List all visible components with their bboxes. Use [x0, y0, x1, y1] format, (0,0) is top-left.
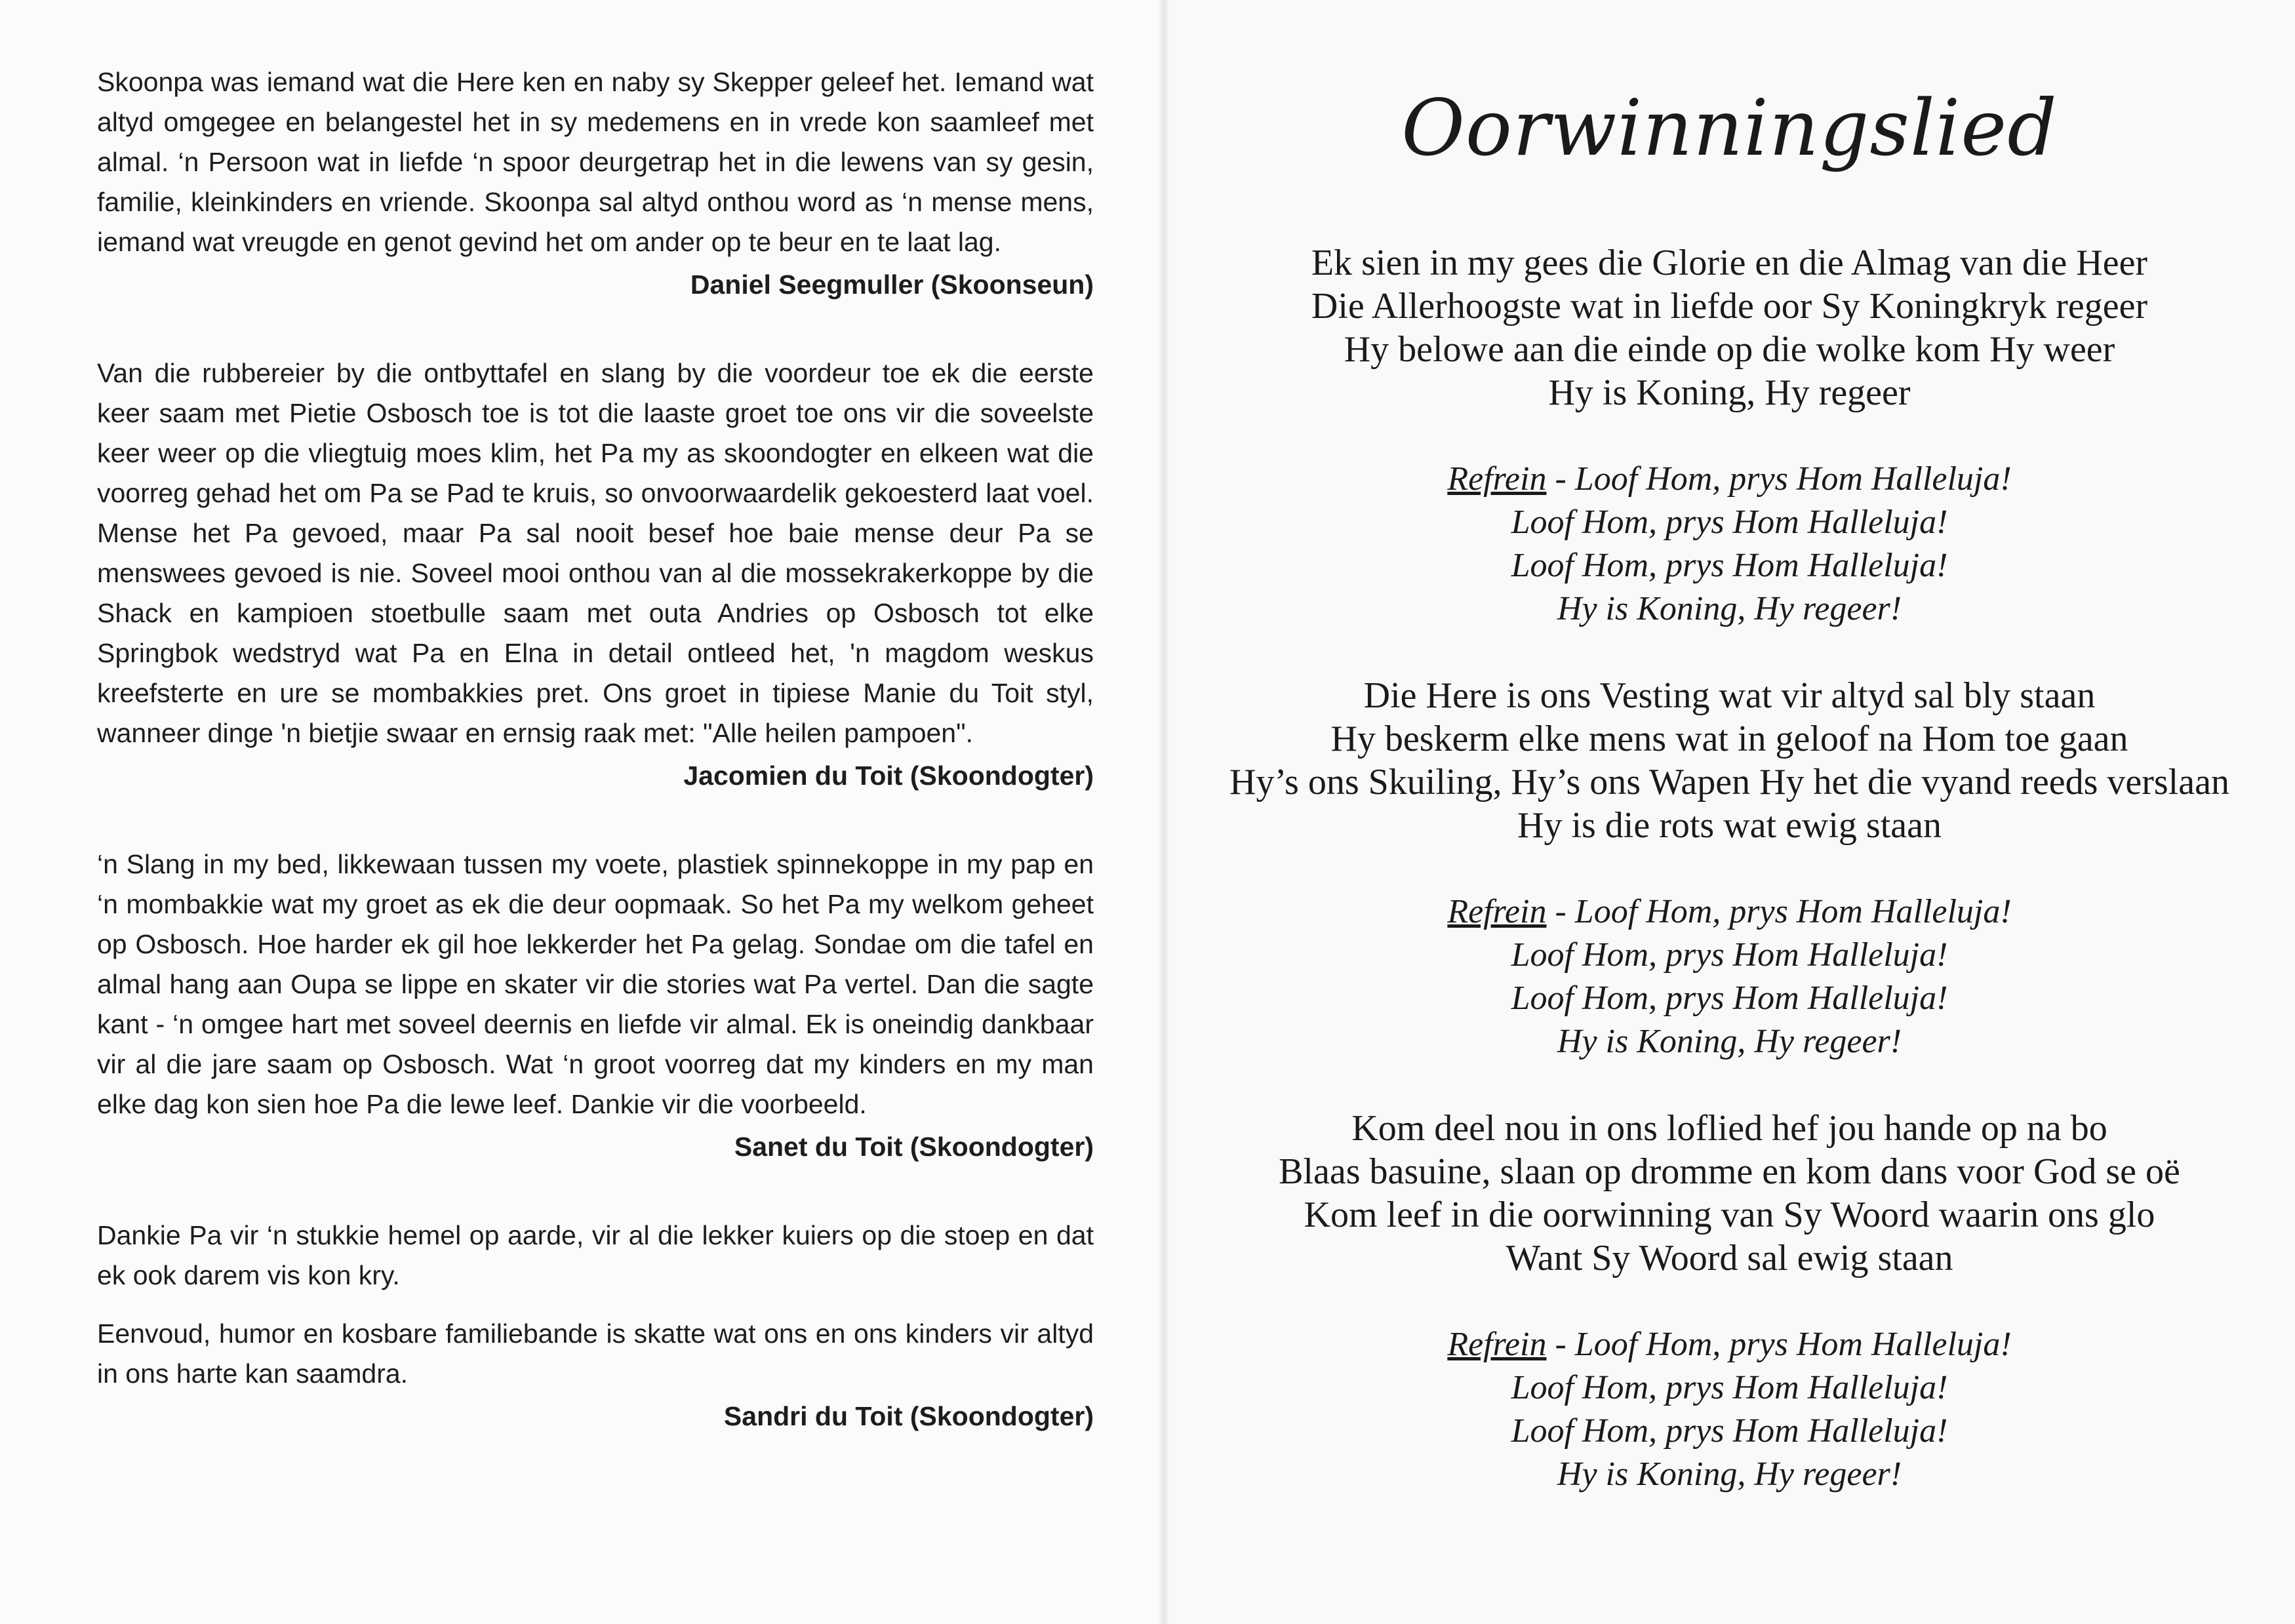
refrain-line: Hy is Koning, Hy regeer! [1557, 590, 1902, 627]
tributes-section [97, 62, 1094, 1436]
tribute-block [97, 1216, 1094, 1436]
tribute-block [97, 844, 1094, 1167]
refrain-separator: - [1546, 460, 1575, 498]
verse-line: Blaas basuine, slaan op dromme en kom dans voor God se oë [1279, 1151, 2180, 1192]
refrain-first-line [1164, 1323, 2295, 1366]
tribute-paragraph: Dankie Pa vir ‘n stukkie hemel op aarde, vir al die lekker kuiers op die stoep en dat ek ook darem vis kon kry. [97, 1220, 1094, 1290]
tribute-signature: Sandri du Toit (Skoondogter) [723, 1401, 1094, 1431]
verse-line: Kom deel nou in ons loflied hef jou hande op na bo [1351, 1108, 2107, 1149]
refrain-line: Loof Hom, prys Hom Halleluja! [1574, 893, 2012, 930]
verse-line: Die Allerhoogste wat in liefde oor Sy Koningkryk regeer [1311, 286, 2148, 327]
refrain-line: Loof Hom, prys Hom Halleluja! [1574, 460, 2012, 498]
tribute-signature: Sanet du Toit (Skoondogter) [734, 1132, 1094, 1162]
verse-line: Ek sien in my gees die Glorie en die Almag van die Heer [1311, 243, 2148, 283]
hymn-lyrics [1164, 241, 2295, 1496]
verse-line: Kom leef in die oorwinning van Sy Woord waarin ons glo [1304, 1195, 2155, 1235]
refrain-line: Loof Hom, prys Hom Halleluja! [1511, 504, 1948, 541]
hymn-refrain [1164, 1323, 2295, 1496]
refrain-line: Hy is Koning, Hy regeer! [1557, 1456, 1902, 1493]
tribute-block [97, 353, 1094, 796]
refrain-label: Refrein [1447, 460, 1547, 498]
refrain-first-line [1164, 890, 2295, 934]
hymn-refrain [1164, 458, 2295, 631]
refrain-separator: - [1546, 893, 1575, 930]
hymn-verse [1164, 241, 2295, 414]
hymn-verse [1164, 1107, 2295, 1280]
verse-line: Hy’s ons Skuiling, Hy’s ons Wapen Hy het die vyand reeds verslaan [1229, 762, 2229, 802]
refrain-label: Refrein [1447, 893, 1547, 930]
tribute-signature: Daniel Seegmuller (Skoonseun) [690, 269, 1094, 300]
tribute-paragraph: Van die rubbereier by die ontbyttafel en slang by die voordeur toe ek die eerste keer saam met Pietie Osbosch toe is tot die laaste groet toe ons vir die soveelste keer weer op die vliegtuig moes klim, het Pa my as skoondogter en elkeen wat die voorreg gehad het om Pa se Pad te kruis, so onvoorwaardelik gekoesterd laat voel. Mense het Pa gevoed, maar Pa sal nooit besef hoe baie mense deur Pa se menswees gevoed is nie. Soveel mooi onthou van al die mossekrakerkoppe by die Shack en kampioen stoetbulle saam met outa Andries op Osbosch tot elke Springbok wedstryd wat Pa en Elna in detail ontleed het, 'n magdom weskus kreefsterte en ure se mombakkies pret. Ons groet in tipiese Manie du Toit styl, wanneer dinge 'n bietjie swaar en ernsig raak met: "Alle heilen pampoen". [97, 358, 1094, 748]
refrain-line: Loof Hom, prys Hom Halleluja! [1511, 980, 1948, 1017]
refrain-line: Loof Hom, prys Hom Halleluja! [1511, 1369, 1948, 1406]
verse-line: Hy is Koning, Hy regeer [1548, 372, 1911, 413]
tribute-paragraph: Skoonpa was iemand wat die Here ken en naby sy Skepper geleef het. Iemand wat altyd omgegee en belangestel het in sy medemens en in vrede kon saamleef met almal. ‘n Persoon wat in liefde ‘n spoor deurgetrap het in die lewens van sy gesin, familie, kleinkinders en vriende. Skoonpa sal altyd onthou word as ‘n mense mens, iemand wat vreugde en genot gevind het om ander op te beur en te laat lag. [97, 67, 1094, 257]
refrain-first-line [1164, 458, 2295, 501]
hymn-title: Oorwinningslied [1401, 83, 2058, 173]
refrain-line: Loof Hom, prys Hom Halleluja! [1511, 547, 1948, 584]
verse-line: Die Here is ons Vesting wat vir altyd sal bly staan [1363, 675, 2096, 716]
refrain-label: Refrein [1447, 1326, 1547, 1363]
tribute-signature: Jacomien du Toit (Skoondogter) [683, 761, 1094, 791]
tribute-block [97, 62, 1094, 305]
verse-line: Hy beskerm elke mens wat in geloof na Hom toe gaan [1330, 719, 2128, 759]
refrain-line: Loof Hom, prys Hom Halleluja! [1511, 1412, 1948, 1450]
verse-line: Hy is die rots wat ewig staan [1517, 805, 1942, 846]
refrain-line: Loof Hom, prys Hom Halleluja! [1574, 1326, 2012, 1363]
hymn-refrain [1164, 890, 2295, 1063]
verse-line: Want Sy Woord sal ewig staan [1506, 1238, 1953, 1278]
tribute-paragraph: ‘n Slang in my bed, likkewaan tussen my voete, plastiek spinnekoppe in my pap en ‘n mombakkie wat my groet as ek die deur oopmaak. So het Pa my welkom geheet op Osbosch. Hoe harder ek gil hoe lekkerder het Pa gelag. Sondae om die tafel en almal hang aan Oupa se lippe en skater vir die stories wat Pa vertel. Dan die sagte kant - ‘n omgee hart met soveel deernis en liefde vir almal. Ek is oneindig dankbaar vir al die jare saam op Osbosch. Wat ‘n groot voorreg dat my kinders en my man elke dag kon sien hoe Pa die lewe leef. Dankie vir die voorbeeld. [97, 849, 1094, 1119]
tribute-paragraph: Eenvoud, humor en kosbare familiebande is skatte wat ons en ons kinders vir altyd in ons harte kan saamdra. [97, 1318, 1094, 1389]
hymn-verse [1164, 674, 2295, 847]
refrain-separator: - [1546, 1326, 1575, 1363]
verse-line: Hy belowe aan die einde op die wolke kom Hy weer [1344, 329, 2115, 370]
refrain-line: Hy is Koning, Hy regeer! [1557, 1023, 1902, 1060]
refrain-line: Loof Hom, prys Hom Halleluja! [1511, 936, 1948, 974]
